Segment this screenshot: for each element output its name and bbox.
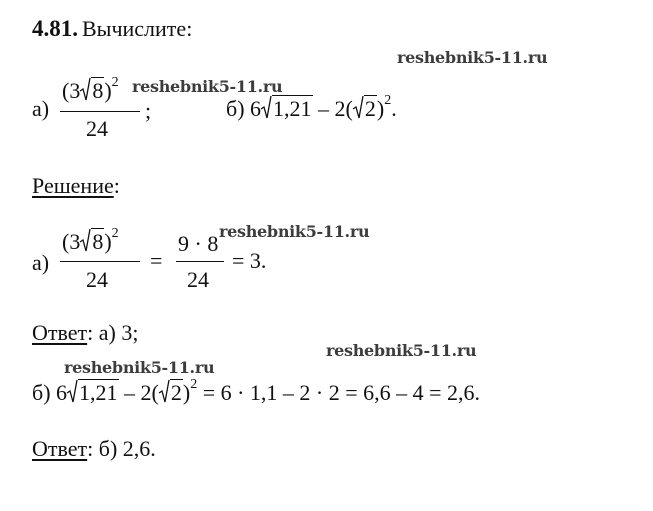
equals-sign: = xyxy=(150,248,163,273)
sqrt-symbol: 2 xyxy=(353,98,377,120)
solution-a-fraction-2 xyxy=(176,229,226,293)
sqrt-symbol: 1,21 xyxy=(261,98,313,120)
fraction-bar xyxy=(176,261,224,262)
separator: ; xyxy=(145,98,152,123)
watermark: reshebnik5-11.ru xyxy=(326,341,477,360)
watermark: reshebnik5-11.ru xyxy=(397,48,548,67)
fraction-bar xyxy=(60,261,140,262)
fraction-bar xyxy=(60,111,140,112)
watermark: reshebnik5-11.ru xyxy=(132,77,283,96)
problem-b-expression: б) 6 1,21 – 2( 2)$^2$. xyxy=(226,93,397,121)
task-number: 4.81. xyxy=(32,16,78,41)
solution-a-fraction xyxy=(60,226,144,293)
fraction-denominator: 24 xyxy=(187,267,209,292)
answer-b: Ответ: б) 2,6. xyxy=(32,436,156,461)
watermark: reshebnik5-11.ru xyxy=(64,358,215,377)
task-header xyxy=(32,16,192,42)
answer-a: Ответ: а) 3; xyxy=(32,320,139,345)
sqrt-symbol: 8 xyxy=(80,231,104,253)
fraction-numerator: (3 8)$^2$ xyxy=(62,226,119,254)
fraction-denominator: 24 xyxy=(86,267,108,292)
task-title: Вычислите: xyxy=(82,16,193,41)
fraction-denominator: 24 xyxy=(86,116,108,141)
fraction-numerator: 9 · 8 xyxy=(178,231,219,256)
fraction-numerator: (3 8)$^2$ xyxy=(62,75,119,103)
solution-a-result: = 3. xyxy=(232,248,267,273)
problem-a-label: а) xyxy=(32,96,50,121)
watermark: reshebnik5-11.ru xyxy=(219,222,370,241)
solution-a-label: а) xyxy=(32,250,50,275)
sqrt-symbol: 8 xyxy=(80,80,104,102)
sqrt-symbol: 1,21 xyxy=(67,382,119,404)
solution-heading: Решение: xyxy=(32,173,120,198)
solution-b-expression: б) 6 1,21 – 2( 2)$^2$ = 6 · 1,1 – 2 · 2 = 6,6 – 4 = 2,6. xyxy=(32,377,481,405)
sqrt-symbol: 2 xyxy=(159,382,183,404)
problem-a-fraction xyxy=(60,75,144,142)
